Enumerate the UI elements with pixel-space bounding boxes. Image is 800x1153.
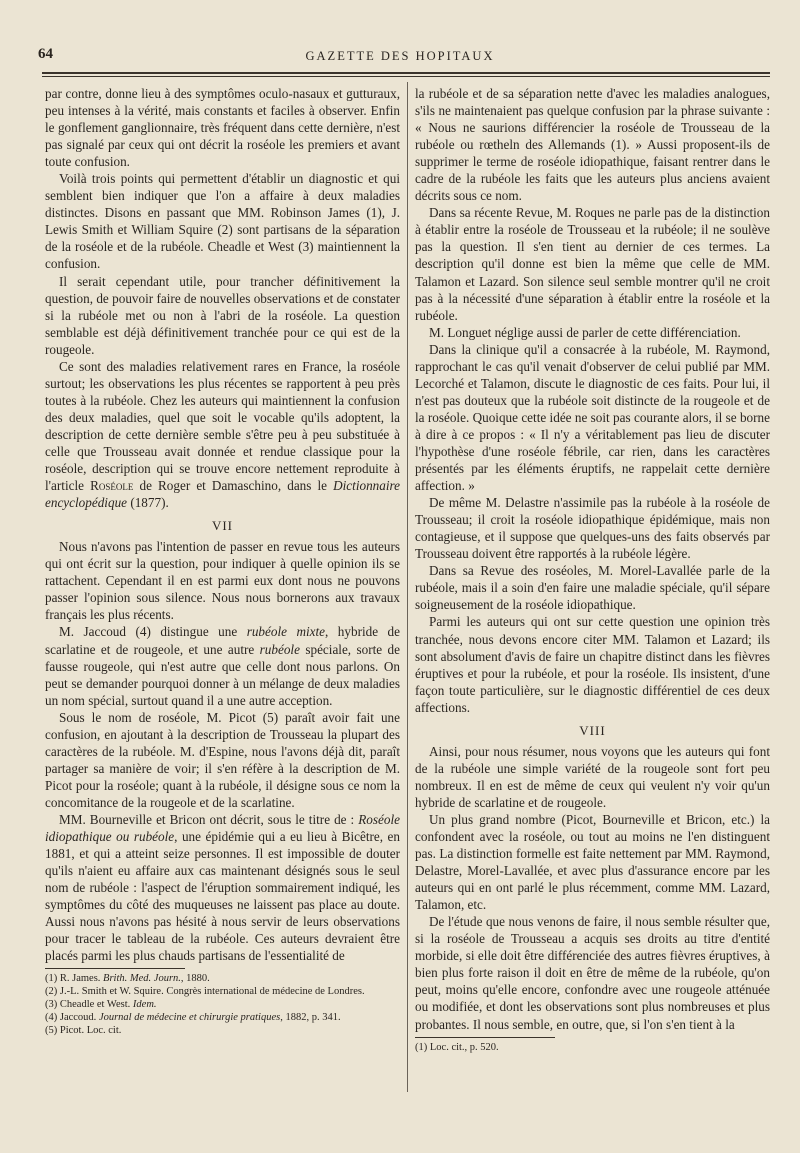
footnote [45,972,400,985]
paragraph: Il serait cependant utile, pour trancher définitivement la question, de pouvoir faire de nouvelles observations et de constater si la rubéole met ou non à l'abri de la roséole. La question semblable est déjà définitivement tranchée pour ce qui est de la rougeole. [45,273,400,357]
text-run: , hybride de scarlatine et de rougeole, et une autre [45,624,401,657]
text-run: Ce sont des maladies relativement rares en France, la roséole surtout; les observations les plus récentes se rapportent à peu près toutes à la rubéole. Chez les auteurs qui maintiennent la confusion des deux maladies, quel que soit le vocable qu'ils adoptent, la description de cette dernière semble s'être peu à peu substituée à celle que Trousseau avait donnée et rendue classique pour la roséole, description qui se trouve encore nettement reproduite à l'article [45,358,400,494]
journal-title: Brith. Med. Journ. [103,973,181,985]
text-run: (4) Jaccoud. [45,1012,97,1024]
journal-title: Journal de médecine et chirurgie pratiques [98,1012,281,1024]
text-run: MM. Bourneville et Bricon ont décrit, sous le titre de : [59,811,355,827]
page-number: 64 [38,46,53,62]
running-head: GAZETTE DES HOPITAUX [305,49,495,63]
paragraph: Sous le nom de roséole, M. Picot (5) paraît avoir fait une confusion, en ajoutant à la description de Trousseau la plupart des caractères de la rubéole. M. d'Espine, nous l'avons déjà dit, paraît partager sa manière de voir; il s'en réfère à la description de M. Picot pour la roséole; quant à la rubéole, il désigne sous ce nom la concomitance de la rougeole et de la scarlatine. [45,709,400,810]
text-run: , 1882, p. 341. [280,1012,341,1024]
section-heading: VIII [579,722,606,738]
paragraph: M. Longuet néglige aussi de parler de cette différenciation. [429,324,741,340]
paragraph [45,623,400,708]
paragraph: De même M. Delastre n'assimile pas la rubéole à la roséole de Trousseau; il croit la roséole idiopathique épidémique, mais non contagieuse, et il suppose que quelques-uns des faits observés par Trousseau doivent être rapportés à la rubéole légère. [415,495,770,562]
left-column [45,85,400,1037]
paragraph [45,811,400,964]
paragraph: la rubéole et de sa séparation nette d'avec les maladies analogues, s'ils ne maintenaient pas quelque confusion par la phrase suivante : « Nous ne saurions différencier la roséole de Trousseau de la rubéole ou rœtheln des Allemands (1). » Aussi proposent-ils de supprimer le terme de roséole idiopathique, faisant rentrer dans le cadre de la rubéole les faits que les auteurs plus anciens avaient décrits sous ce nom. [415,86,770,204]
footnote: (1) Loc. cit., p. 520. [415,1041,499,1053]
footnote-rule [45,968,185,969]
work-title: Roséole idiopathique ou rubéole [45,811,400,845]
paragraph: Parmi les auteurs qui ont sur cette question une opinion très tranchée, nous devons encore citer MM. Talamon et Lazard; ils sont absolument d'avis de faire un chapitre distinct dans les fièvres éruptives et pour la rubéole, et pour la roséole. Ils insistent, d'une façon toute particulière, sur le diagnostic différentiel de ces deux affections. [415,614,770,715]
paragraph: Voilà trois points qui permettent d'établir un diagnostic et qui semblent bien indiquer que l'on a affaire à deux maladies distinctes. Disons en passant que MM. Robinson James (1), J. Lewis Smith et William Squire (2) sont partisans de la séparation de la roséole et de la rubéole. Cheadle et West (3) maintiennent la confusion. [45,171,400,272]
footnotes [415,1041,770,1054]
paragraph: Nous n'avons pas l'intention de passer en revue tous les auteurs qui ont écrit sur la question, pour indiquer à quelle opinion ils se rattachent. Cependant il en est parmi eux dont nous ne pouvons passer l'opinion sous silence. Nous nous bornerons aux travaux français les plus récents. [45,539,400,623]
footnote: (5) Picot. Loc. cit. [45,1025,122,1037]
footnote-rule [415,1037,555,1038]
footnote: (2) J.-L. Smith et W. Squire. Congrès international de médecine de Londres. [45,986,365,998]
paragraph: De l'étude que nous venons de faire, il nous semble résulter que, si la roséole de Trousseau a acquis ses droits au titre d'entité morbide, si elle doit être différenciée des autres fièvres éruptives, à bien plus forte raison il doit en être de même de la rubéole, qu'on peut, moins qu'elle encore, confondre avec une rougeole atténuée ou modifiée, et dont les observations sont plus nombreuses et plus probantes. Il nous semble, en outre, que, si l'on s'en tient à la [415,914,770,1032]
column-divider [407,82,408,1092]
text-run: M. Jaccoud (4) distingue une [59,624,238,640]
text-run: (1) R. James. [45,973,101,985]
header-rule-thin [42,76,770,77]
term: rubéole mixte [246,624,326,640]
dictionary-title: Dictionnaire encyclopédique [45,478,401,511]
text-run: spéciale, sorte de fausse rougeole, qui n'est autre que celle dont nous parlons. On peut se demander pourquoi donner à un mélange de deux maladies un nom spécial, surtout quand il a une autre acception. [45,641,400,708]
right-column [415,85,770,1054]
paragraph: Ainsi, pour nous résumer, nous voyons que les auteurs qui font de la rubéole une simple variété de la rougeole sont fort peu nombreux. Il en est de même de ceux qui veulent n'y voir qu'un hybride de scarlatine et de rougeole. [415,743,770,810]
article-name: Roséole [90,478,134,494]
paragraph: Dans sa Revue des roséoles, M. Morel-Lavallée parle de la rubéole, mais il a soin d'en faire une maladie spéciale, qu'il sépare soigneusement de la roséole idiopathique. [415,563,770,613]
footnote [45,1011,400,1024]
paragraph: Dans sa récente Revue, M. Roques ne parle pas de la distinction à établir entre la roséole de Trousseau et la rubéole; il ne soulève pas la question. Il s'en tient au dernier de ces termes. La description qu'il donne est bien la même que celle de MM. Talamon et Lazard. Son silence seul semble montrer qu'il ne croit pas à la nécessité d'une séparation à établir entre la roséole et la rubéole. [415,205,770,323]
text-run: (3) Cheadle et West. [45,999,131,1011]
text-run: Idem. [132,999,157,1011]
paragraph [45,358,400,511]
term: rubéole [259,641,300,657]
footnotes [45,972,400,1037]
paragraph: par contre, donne lieu à des symptômes oculo-nasaux et gutturaux, peu intenses à la vérité, mais constants et faciles à observer. Enfin le gonflement ganglionnaire, très fréquent dans cette dernière, n'est pas signalé par ceux qui ont décrit la roséole les premiers et avant toute confusion. [45,86,400,170]
footnote [45,998,400,1011]
text-run: (1877). [130,495,169,511]
section-heading: VII [211,518,234,534]
header-rule [42,72,770,74]
text-run: , une épidémie qui a eu lieu à Bicêtre, en 1881, et qui a atteint seize personnes. Il est impossible de douter qu'ils n'aient eu affaire aux cas maintenant désignés sous le seul nom de rubéole : l'aspect de l'éruption sommairement indiqué, les symptômes du côté des muqueuses ne laissent pas place au doute. Aussi nous n'avons pas hésité à nous servir de leurs observations pour tracer le tableau de la rubéole. Ces auteurs devraient être placés parmi les plus chauds partisans de l'essentialité de [45,829,400,964]
text-run: de Roger et Damaschino, dans le [139,478,328,494]
text-run: , 1880. [180,973,210,985]
paragraph: Dans la clinique qu'il a consacrée à la rubéole, M. Raymond, rapprochant le cas qu'il venait d'observer de celui publié par MM. Lecorché et Talamon, discute le diagnostic de ces faits. Pour lui, il n'est pas douteux que la rubéole soit distincte de la rougeole et de la roséole. Quoique cette idée ne soit pas courante alors, il se borne à dire à ce propos : « Il n'y a véritablement pas lieu de discuter l'hypothèse d'une roséole fébrile, car rien, dans les caractères présentés par les éléments éruptifs, ne rappelait cette dernière affection. » [415,341,770,494]
paragraph: Un plus grand nombre (Picot, Bourneville et Bricon, etc.) la confondent avec la roséole, ou tout au moins ne l'en distinguent pas. La distinction formelle est faite nettement par MM. Raymond, Delastre, Morel-Lavallée, et avec plus d'assurance encore par les auteurs qui en ont parlé le plus récemment, comme MM. Lazard, Talamon, etc. [415,811,770,913]
